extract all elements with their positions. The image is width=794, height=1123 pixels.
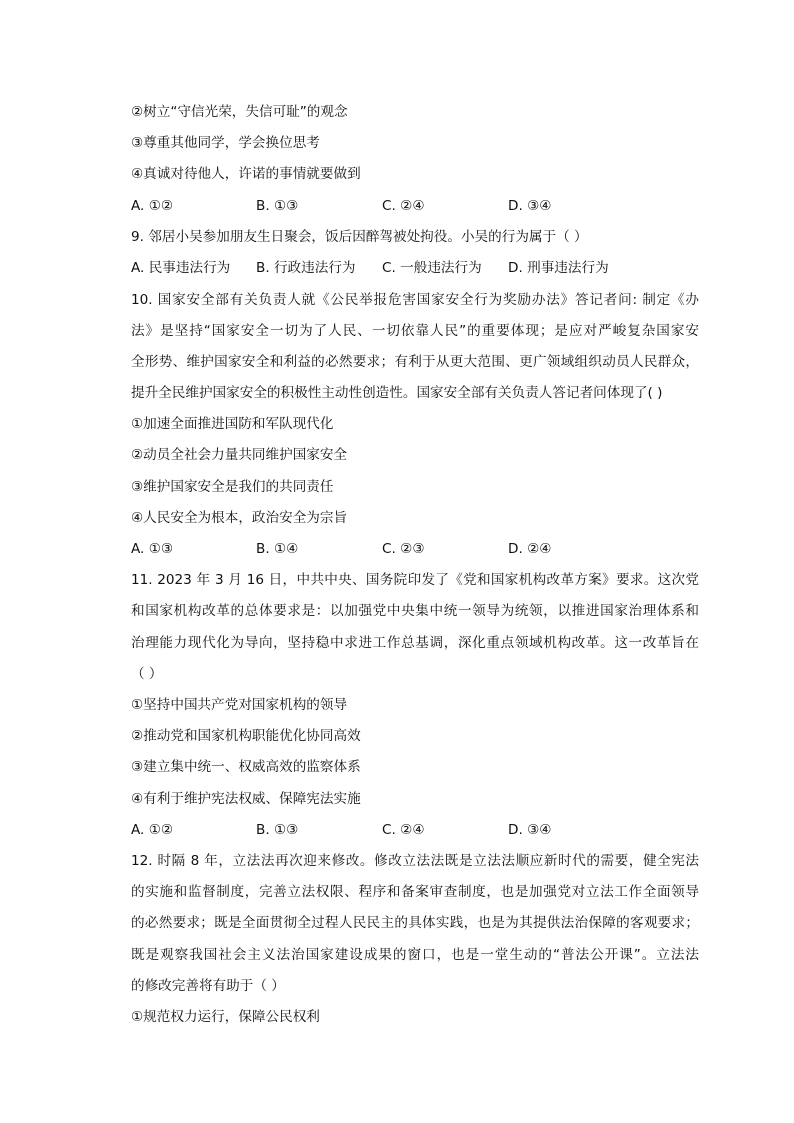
q8-item-2: ②树立“守信光荣，失信可耻”的观念: [131, 104, 348, 120]
q9-options: [0, 258, 794, 278]
q9-option-c: C. 一般违法行为: [382, 260, 482, 276]
q10-stem-line-1: 10. 国家安全部有关负责人就《公民举报危害国家安全行为奖励办法》答记者问: 制定《办: [131, 292, 699, 308]
q10-item-2: ②动员全社会力量共同维护国家安全: [131, 447, 348, 463]
q11-item-2: ②推动党和国家机构职能优化协同高效: [131, 728, 361, 744]
q10-option-d: D. ②④: [508, 541, 552, 557]
q10-item-1: ①加速全面推进国防和军队现代化: [131, 416, 334, 432]
q11-stem-line-3: 治理能力现代化为导向，坚持稳中求进工作总基调，深化重点领域机构改革。这一改革旨在: [131, 635, 699, 651]
q12-stem-line-2: 的实施和监督制度，完善立法权限、程序和备案审查制度，也是加强党对立法工作全面领导: [131, 884, 699, 900]
q12-stem-line-3: 的必然要求；既是全面贯彻全过程人民民主的具体实践，也是为其提供法治保障的客观要求；: [131, 915, 699, 931]
q8-options: [0, 196, 794, 216]
q9-option-b: B. 行政违法行为: [256, 260, 356, 276]
q11-item-4: ④有利于维护宪法权威、保障宪法实施: [131, 791, 361, 807]
q11-stem-line-2: 和国家机构改革的总体要求是：以加强党中央集中统一领导为统领，以推进国家治理体系和: [131, 603, 699, 619]
q10-options: [0, 539, 794, 559]
q8-option-b: B. ①③: [256, 198, 299, 214]
q11-item-3: ③建立集中统一、权威高效的监察体系: [131, 759, 361, 775]
q9-stem: 9. 邻居小吴参加朋友生日聚会，饭后因醉驾被处拘役。小吴的行为属于（ ）: [131, 229, 588, 245]
q11-stem-line-1: 11. 2023 年 3 月 16 日，中共中央、国务院印发了《党和国家机构改革方案》要求。这次党: [131, 572, 699, 588]
q11-stem-line-4: （ ）: [131, 666, 163, 682]
q8-option-a: A. ①②: [131, 198, 174, 214]
q10-item-3: ③维护国家安全是我们的共同责任: [131, 479, 334, 495]
q12-stem-line-5: 的修改完善将有助于（ ）: [131, 978, 285, 994]
q11-option-d: D. ③④: [508, 822, 552, 838]
q10-stem-line-3: 全形势、维护国家安全和利益的必然要求；有利于从更大范围、更广领域组织动员人民群众，: [131, 354, 699, 370]
q8-item-4: ④真诚对待他人，许诺的事情就要做到: [131, 166, 361, 182]
q11-option-a: A. ①②: [131, 822, 174, 838]
q10-stem-line-2: 法》是坚持“国家安全一切为了人民、一切依靠人民”的重要体现；是应对严峻复杂国家安: [131, 323, 699, 339]
q12-stem-line-4: 既是观察我国社会主义法治国家建设成果的窗口，也是一堂生动的“普法公开课”。立法法: [131, 947, 699, 963]
q10-item-4: ④人民安全为根本，政治安全为宗旨: [131, 510, 348, 526]
q10-option-c: C. ②③: [382, 541, 425, 557]
q9-option-a: A. 民事违法行为: [131, 260, 231, 276]
q10-stem-line-4: 提升全民维护国家安全的积极性主动性创造性。国家安全部有关负责人答记者问体现了( ): [131, 385, 663, 401]
q12-item-1: ①规范权力运行，保障公民权利: [131, 1009, 320, 1025]
q12-stem-line-1: 12. 时隔 8 年，立法法再次迎来修改。修改立法法既是立法法顺应新时代的需要，健全宪法: [131, 853, 699, 869]
q11-options: [0, 820, 794, 840]
q8-item-3: ③尊重其他同学，学会换位思考: [131, 135, 320, 151]
q10-option-b: B. ①④: [256, 541, 299, 557]
q8-option-c: C. ②④: [382, 198, 425, 214]
q11-option-c: C. ②④: [382, 822, 425, 838]
q11-item-1: ①坚持中国共产党对国家机构的领导: [131, 697, 348, 713]
q9-option-d: D. 刑事违法行为: [508, 260, 609, 276]
q10-option-a: A. ①③: [131, 541, 174, 557]
q8-option-d: D. ③④: [508, 198, 552, 214]
q11-option-b: B. ①③: [256, 822, 299, 838]
